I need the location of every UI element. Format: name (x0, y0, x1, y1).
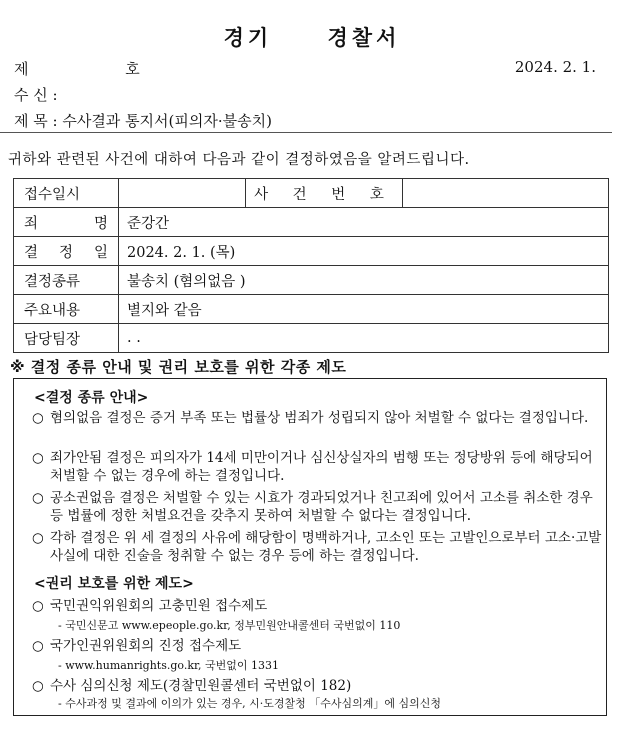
decision-guide-item: 혐의없음 결정은 증거 부족 또는 법률상 범죄가 성립되지 않아 처벌할 수 없다는 결정입니다. (50, 410, 589, 426)
decision-guide-item: 죄가안됨 결정은 피의자가 14세 미만이거나 심신상실자의 범행 또는 정당방위 등에 해당되어 처벌할 수 없는 경우에 하는 결정입니다. (50, 450, 593, 484)
guide-section-title: ※ 결정 종류 안내 및 권리 보호를 위한 각종 제도 (10, 358, 347, 376)
case-info-table (13, 178, 609, 353)
bullet-icon: ○ (32, 678, 44, 694)
decision-type-label: 결정종류 (14, 266, 119, 295)
doc-number-label: 제 (14, 60, 29, 78)
case-number-value (403, 179, 609, 208)
list-item (32, 449, 602, 485)
bullet-icon: ○ (32, 638, 44, 654)
details-value: 별지와 같음 (119, 295, 609, 324)
list-item (32, 409, 602, 427)
decision-guide-item: 공소권없음 결정은 처벌할 수 있는 시효가 경과되었거나 친고죄에 있어서 고소를 취소한 경우 등 법률에 정한 처벌요건을 갖추지 못하여 처벌할 수 없다는 결정입니다. (50, 490, 593, 524)
doc-number-suffix: 호 (125, 60, 140, 78)
title-station-region: 경기 (223, 26, 273, 50)
rights-item-note: - 국민신문고 www.epeople.go.kr, 정부민원안내콜센터 국번없이 110 (58, 619, 401, 632)
rights-heading: <권리 보호를 위한 제도> (34, 576, 194, 592)
team-leader-value: . . (119, 324, 609, 353)
subject-line: 제 목 : 수사결과 통지서(피의자·불송치) (14, 112, 272, 130)
received-value (119, 179, 246, 208)
document-date: 2024. 2. 1. (514, 58, 596, 76)
recipient-label: 수 신 : (14, 86, 58, 104)
rights-item-title: 수사 심의신청 제도(경찰민원콜센터 국번없이 182) (50, 678, 352, 694)
list-item (32, 597, 602, 615)
table-row (14, 295, 609, 324)
guide-box (13, 378, 607, 716)
header-divider (0, 132, 612, 133)
decision-guide-item: 각하 결정은 위 세 결정의 사유에 해당함이 명백하거나, 고소인 또는 고발인으로부터 고소·고발 사실에 대한 진술을 청취할 수 없는 경우 등에 하는 결정입니다. (50, 530, 602, 564)
list-item (32, 529, 602, 565)
list-item (32, 637, 602, 655)
doc-number-row (14, 58, 140, 79)
table-row (14, 179, 609, 208)
title-station-name: 경찰서 (327, 26, 401, 50)
team-leader-label: 담당팀장 (14, 324, 119, 353)
list-item (32, 677, 602, 695)
decision-date-value: 2024. 2. 1. (목) (119, 237, 609, 266)
rights-item-title: 국가인권위원회의 진정 접수제도 (50, 638, 242, 654)
table-row (14, 208, 609, 237)
table-row (14, 266, 609, 295)
case-number-label: 사 건 번 호 (246, 179, 403, 208)
charge-label: 죄 명 (14, 208, 119, 237)
table-row (14, 237, 609, 266)
rights-item-note: - www.humanrights.go.kr, 국번없이 1331 (58, 659, 280, 672)
rights-item-note: - 수사과정 및 결과에 이의가 있는 경우, 시·도경찰청 「수사심의계」에 심의신청 (58, 697, 441, 710)
document-title (0, 22, 624, 52)
bullet-icon: ○ (32, 530, 44, 546)
bullet-icon: ○ (32, 450, 44, 466)
charge-value: 준강간 (119, 208, 609, 237)
decision-guide-heading: <결정 종류 안내> (34, 390, 149, 406)
bullet-icon: ○ (32, 490, 44, 506)
rights-item-title: 국민권익위원회의 고충민원 접수제도 (50, 598, 268, 614)
table-row (14, 324, 609, 353)
decision-date-label: 결 정 일 (14, 237, 119, 266)
decision-type-value: 불송치 (혐의없음 ) (119, 266, 609, 295)
bullet-icon: ○ (32, 598, 44, 614)
intro-text: 귀하와 관련된 사건에 대하여 다음과 같이 결정하였음을 알려드립니다. (8, 152, 470, 168)
received-label: 접수일시 (14, 179, 119, 208)
bullet-icon: ○ (32, 410, 44, 426)
list-item (32, 489, 602, 525)
details-label: 주요내용 (14, 295, 119, 324)
